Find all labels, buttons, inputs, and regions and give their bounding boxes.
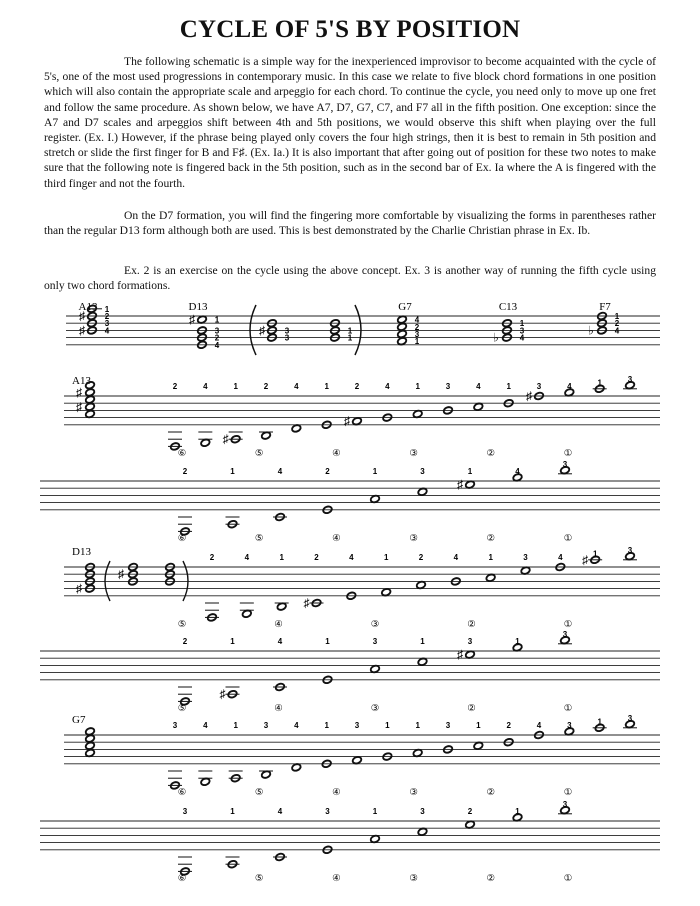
scale-note: [417, 657, 427, 666]
finger-number: 4: [203, 721, 208, 730]
string-indicator-5: ⑤: [254, 873, 264, 884]
chord-staff: [66, 316, 660, 345]
chord-name-a13: A13: [78, 301, 98, 313]
scale-note: [261, 770, 271, 779]
finger-number: 1: [488, 553, 493, 562]
scale-note: [465, 820, 475, 829]
scale-note: [291, 424, 301, 433]
string-indicator-1: ①: [563, 787, 573, 798]
finger-number: 1: [415, 721, 420, 730]
finger-number: 4: [414, 315, 420, 325]
finger-number: 3: [519, 326, 525, 336]
finger-number: 1: [347, 333, 353, 343]
scale-note: [352, 417, 362, 426]
finger-number: 1: [230, 637, 235, 646]
sharp-accidental: ♯: [457, 477, 463, 492]
finger-number: 2: [314, 553, 319, 562]
sharp-accidental: ♯: [219, 687, 226, 702]
scale-note: [370, 835, 380, 844]
finger-number: 2: [614, 319, 620, 329]
string-indicator-2: ②: [486, 873, 496, 884]
scale-note: [465, 650, 475, 659]
finger-number: 1: [385, 721, 390, 730]
scale-note: [352, 756, 362, 765]
string-indicator-6: ⑥: [177, 873, 187, 884]
sharp-accidental: ♯: [189, 312, 195, 327]
exercise-row-4-staff: [40, 651, 660, 680]
exercise-row-2-staff: [40, 481, 660, 510]
string-indicator-6: ⑥: [177, 533, 187, 544]
example-label-g7: G7: [72, 714, 86, 726]
string-indicator-5: ⑤: [254, 448, 264, 459]
finger-number: 2: [414, 322, 420, 332]
string-indicator-1: ①: [563, 533, 573, 544]
finger-number: 3: [104, 319, 110, 329]
finger-number: 3: [562, 799, 568, 809]
finger-number: 1: [383, 553, 389, 562]
finger-number: 4: [519, 333, 525, 343]
chord-note: [397, 315, 407, 324]
string-indicator-3: ③: [409, 787, 418, 798]
finger-number: 3: [536, 382, 542, 391]
string-indicator-2: ②: [486, 787, 496, 798]
finger-number: 3: [372, 637, 378, 646]
chord-note: [197, 315, 207, 324]
sharp-accidental: ♯: [79, 309, 85, 323]
scale-note: [200, 777, 210, 786]
string-indicator-4: ④: [274, 619, 283, 630]
string-indicator-1: ①: [563, 448, 573, 459]
finger-number: 2: [467, 807, 473, 816]
string-indicator-3: ③: [409, 448, 418, 459]
finger-number: 4: [244, 553, 250, 562]
string-indicator-4: ④: [332, 448, 341, 459]
finger-number: 4: [453, 553, 459, 562]
finger-number: 2: [209, 553, 215, 562]
finger-number: 1: [515, 637, 520, 646]
finger-number: 1: [230, 807, 235, 816]
intro-text: The following schematic is a simple way for the inexperienced improvisor to become acquainted with the cycle of 5's, one of the most used progressions in contemporary music. In this case we relate to five block chord formations in one position which will also contain the appropriate scale and arpeggio for each chord. To continue the cycle, you need only to move up one fret and follow the same procedure. As shown below, we have A7, D7, G7, C7, and F7 all in the fifth position. One exception: since the A7 and D7 scales and arpeggios shift between 4th and 5th positions, we would observe this shift when playing over the full register. (Ex. I.) However, if the phrase being played only covers the four high strings, then it is best to remain in 5th position and stretch or slide the first finger for B and F♯. (Ex. Ia.) It is also important that after going out of position for these two notes to make sure that the following note is fingered back in the 5th position, such as in the second bar of Ex. Ia where the A is fingered with the third finger and not the fourth.: [44, 55, 656, 190]
finger-number: 4: [536, 721, 542, 730]
finger-number: 1: [372, 467, 378, 476]
finger-number: 1: [324, 721, 329, 730]
scale-note: [465, 480, 475, 489]
finger-number: 1: [467, 467, 473, 476]
finger-number: 3: [445, 382, 451, 391]
scale-note: [200, 438, 210, 447]
string-indicator-6: ⑥: [177, 448, 187, 459]
finger-number: 3: [567, 721, 572, 730]
finger-number: 3: [627, 545, 633, 555]
string-indicator-5: ⑤: [254, 787, 264, 798]
sharp-accidental: ♯: [344, 414, 350, 429]
sharp-accidental: ♯: [526, 389, 532, 403]
finger-number: 4: [294, 382, 299, 391]
string-indicator-2: ②: [467, 619, 476, 630]
d7-text: On the D7 formation, you will find the fingering more comfortable by visualizing the forms in parentheses rather than the regular D13 form although both are used. This is best demonstrated by the Charlie Christian phrase in Ex. Ib.: [44, 209, 656, 238]
scale-note: [417, 827, 427, 836]
finger-number: 4: [294, 721, 299, 730]
sharp-accidental: ♯: [76, 581, 82, 596]
exercise-text: Ex. 2 is an exercise on the cycle using the above concept. Ex. 3 is another way of running the fifth cycle using only two chord formations.: [44, 264, 656, 293]
scale-note: [473, 402, 483, 411]
finger-number: 4: [277, 467, 283, 476]
block-chord-note: [85, 410, 95, 419]
finger-number: 1: [597, 717, 602, 727]
string-indicator-3: ③: [409, 533, 418, 544]
string-indicator-2: ②: [486, 533, 496, 544]
chord-name-d13: D13: [188, 301, 208, 313]
string-indicator-5: ⑤: [254, 533, 264, 544]
scale-note: [370, 665, 380, 674]
string-indicator-1: ①: [563, 619, 573, 630]
finger-number: 1: [614, 312, 620, 321]
finger-number: 1: [592, 549, 598, 559]
finger-number: 1: [415, 382, 420, 391]
scale-note: [473, 741, 483, 750]
sharp-accidental: ♯: [222, 432, 229, 447]
finger-number: 4: [614, 326, 620, 336]
finger-number: 1: [506, 382, 511, 391]
scale-note: [412, 410, 422, 419]
finger-number: 3: [172, 721, 178, 730]
finger-number: 3: [420, 467, 425, 476]
string-indicator-1: ①: [563, 703, 573, 714]
scale-note: [370, 495, 380, 504]
scale-note: [291, 763, 301, 772]
exercise-row-6-staff: [40, 821, 660, 850]
finger-number: 4: [558, 553, 563, 562]
finger-number: 2: [104, 312, 110, 321]
finger-number: 1: [233, 721, 238, 730]
finger-number: 1: [476, 721, 481, 730]
finger-number: 3: [214, 326, 220, 336]
finger-number: 3: [627, 713, 633, 723]
scale-note: [261, 431, 271, 440]
scale-note: [381, 588, 391, 597]
finger-number: 3: [325, 807, 330, 816]
chord-name-c13: C13: [498, 301, 518, 313]
finger-number: 3: [562, 459, 568, 469]
finger-number: 4: [385, 382, 390, 391]
finger-number: 4: [515, 467, 520, 476]
scale-note: [485, 573, 495, 582]
finger-number: 1: [347, 326, 353, 336]
finger-number: 2: [214, 333, 220, 343]
chord-name-g7: G7: [398, 301, 412, 313]
finger-number: 4: [567, 382, 572, 391]
finger-number: 2: [172, 382, 178, 391]
sharp-accidental: ♯: [457, 647, 463, 662]
finger-number: 4: [203, 382, 208, 391]
finger-number: 3: [562, 629, 568, 639]
sharp-accidental: ♯: [303, 596, 310, 610]
finger-number: 3: [284, 326, 290, 336]
chord-name-f7: F7: [599, 301, 611, 313]
finger-number: 1: [233, 382, 238, 391]
example-label-d13: D13: [72, 546, 91, 558]
finger-number: 2: [354, 382, 360, 391]
finger-number: 2: [263, 382, 269, 391]
finger-number: 3: [467, 637, 473, 646]
finger-number: 3: [354, 721, 360, 730]
finger-number: 2: [325, 467, 330, 476]
finger-number: 2: [182, 467, 188, 476]
scale-note: [276, 602, 286, 611]
finger-number: 1: [279, 553, 284, 562]
string-indicator-4: ④: [332, 533, 341, 544]
string-indicator-4: ④: [274, 703, 283, 714]
sharp-accidental: ♯: [76, 399, 82, 414]
finger-number: 2: [182, 637, 188, 646]
sharp-accidental: ♯: [582, 552, 589, 567]
finger-number: 4: [277, 807, 283, 816]
scale-note: [520, 566, 530, 575]
finger-number: 1: [519, 319, 525, 329]
finger-number: 1: [597, 378, 602, 388]
block-chord-note: [85, 749, 95, 758]
finger-number: 3: [284, 333, 290, 343]
finger-number: 1: [324, 382, 329, 391]
string-indicator-4: ④: [332, 787, 341, 798]
finger-number: 2: [418, 553, 424, 562]
sharp-accidental: ♯: [118, 567, 124, 582]
finger-number: 1: [414, 337, 420, 347]
finger-number: 3: [263, 721, 269, 730]
string-indicator-6: ⑥: [177, 787, 187, 798]
finger-number: 3: [182, 807, 188, 816]
string-indicator-3: ③: [370, 619, 380, 630]
string-indicator-4: ④: [332, 873, 341, 884]
string-indicator-5: ⑤: [177, 703, 187, 714]
string-indicator-3: ③: [409, 873, 418, 884]
scale-note: [412, 749, 422, 758]
flat-accidental: ♭: [588, 323, 594, 338]
scale-note: [416, 581, 426, 590]
sharp-accidental: ♯: [259, 323, 265, 338]
string-indicator-2: ②: [486, 448, 496, 459]
finger-number: 1: [104, 304, 110, 314]
finger-number: 1: [372, 807, 378, 816]
string-indicator-2: ②: [467, 703, 476, 714]
finger-number: 4: [476, 382, 481, 391]
scale-note: [417, 487, 427, 496]
finger-number: 4: [104, 326, 110, 336]
finger-number: 3: [445, 721, 451, 730]
scale-note: [242, 609, 252, 618]
finger-number: 3: [523, 553, 528, 562]
finger-number: 1: [420, 637, 425, 646]
exercise-row-3-staff: [64, 567, 660, 596]
finger-number: 3: [627, 374, 633, 384]
finger-number: 4: [349, 553, 354, 562]
finger-number: 2: [506, 721, 511, 730]
finger-number: 4: [277, 637, 283, 646]
finger-number: 1: [515, 807, 520, 816]
string-indicator-1: ①: [563, 873, 573, 884]
string-indicator-5: ⑤: [177, 619, 187, 630]
finger-number: 4: [214, 340, 220, 350]
string-indicator-3: ③: [370, 703, 380, 714]
page-title: CYCLE OF 5'S BY POSITION: [179, 16, 521, 43]
finger-number: 1: [325, 637, 330, 646]
example-label-a13: A13: [72, 375, 91, 387]
flat-accidental: ♭: [493, 330, 499, 345]
finger-number: 3: [420, 807, 425, 816]
sharp-accidental: ♯: [76, 385, 82, 400]
finger-number: 1: [214, 315, 220, 325]
finger-number: 3: [414, 330, 420, 339]
finger-number: 1: [230, 467, 235, 476]
sharp-accidental: ♯: [79, 323, 85, 338]
